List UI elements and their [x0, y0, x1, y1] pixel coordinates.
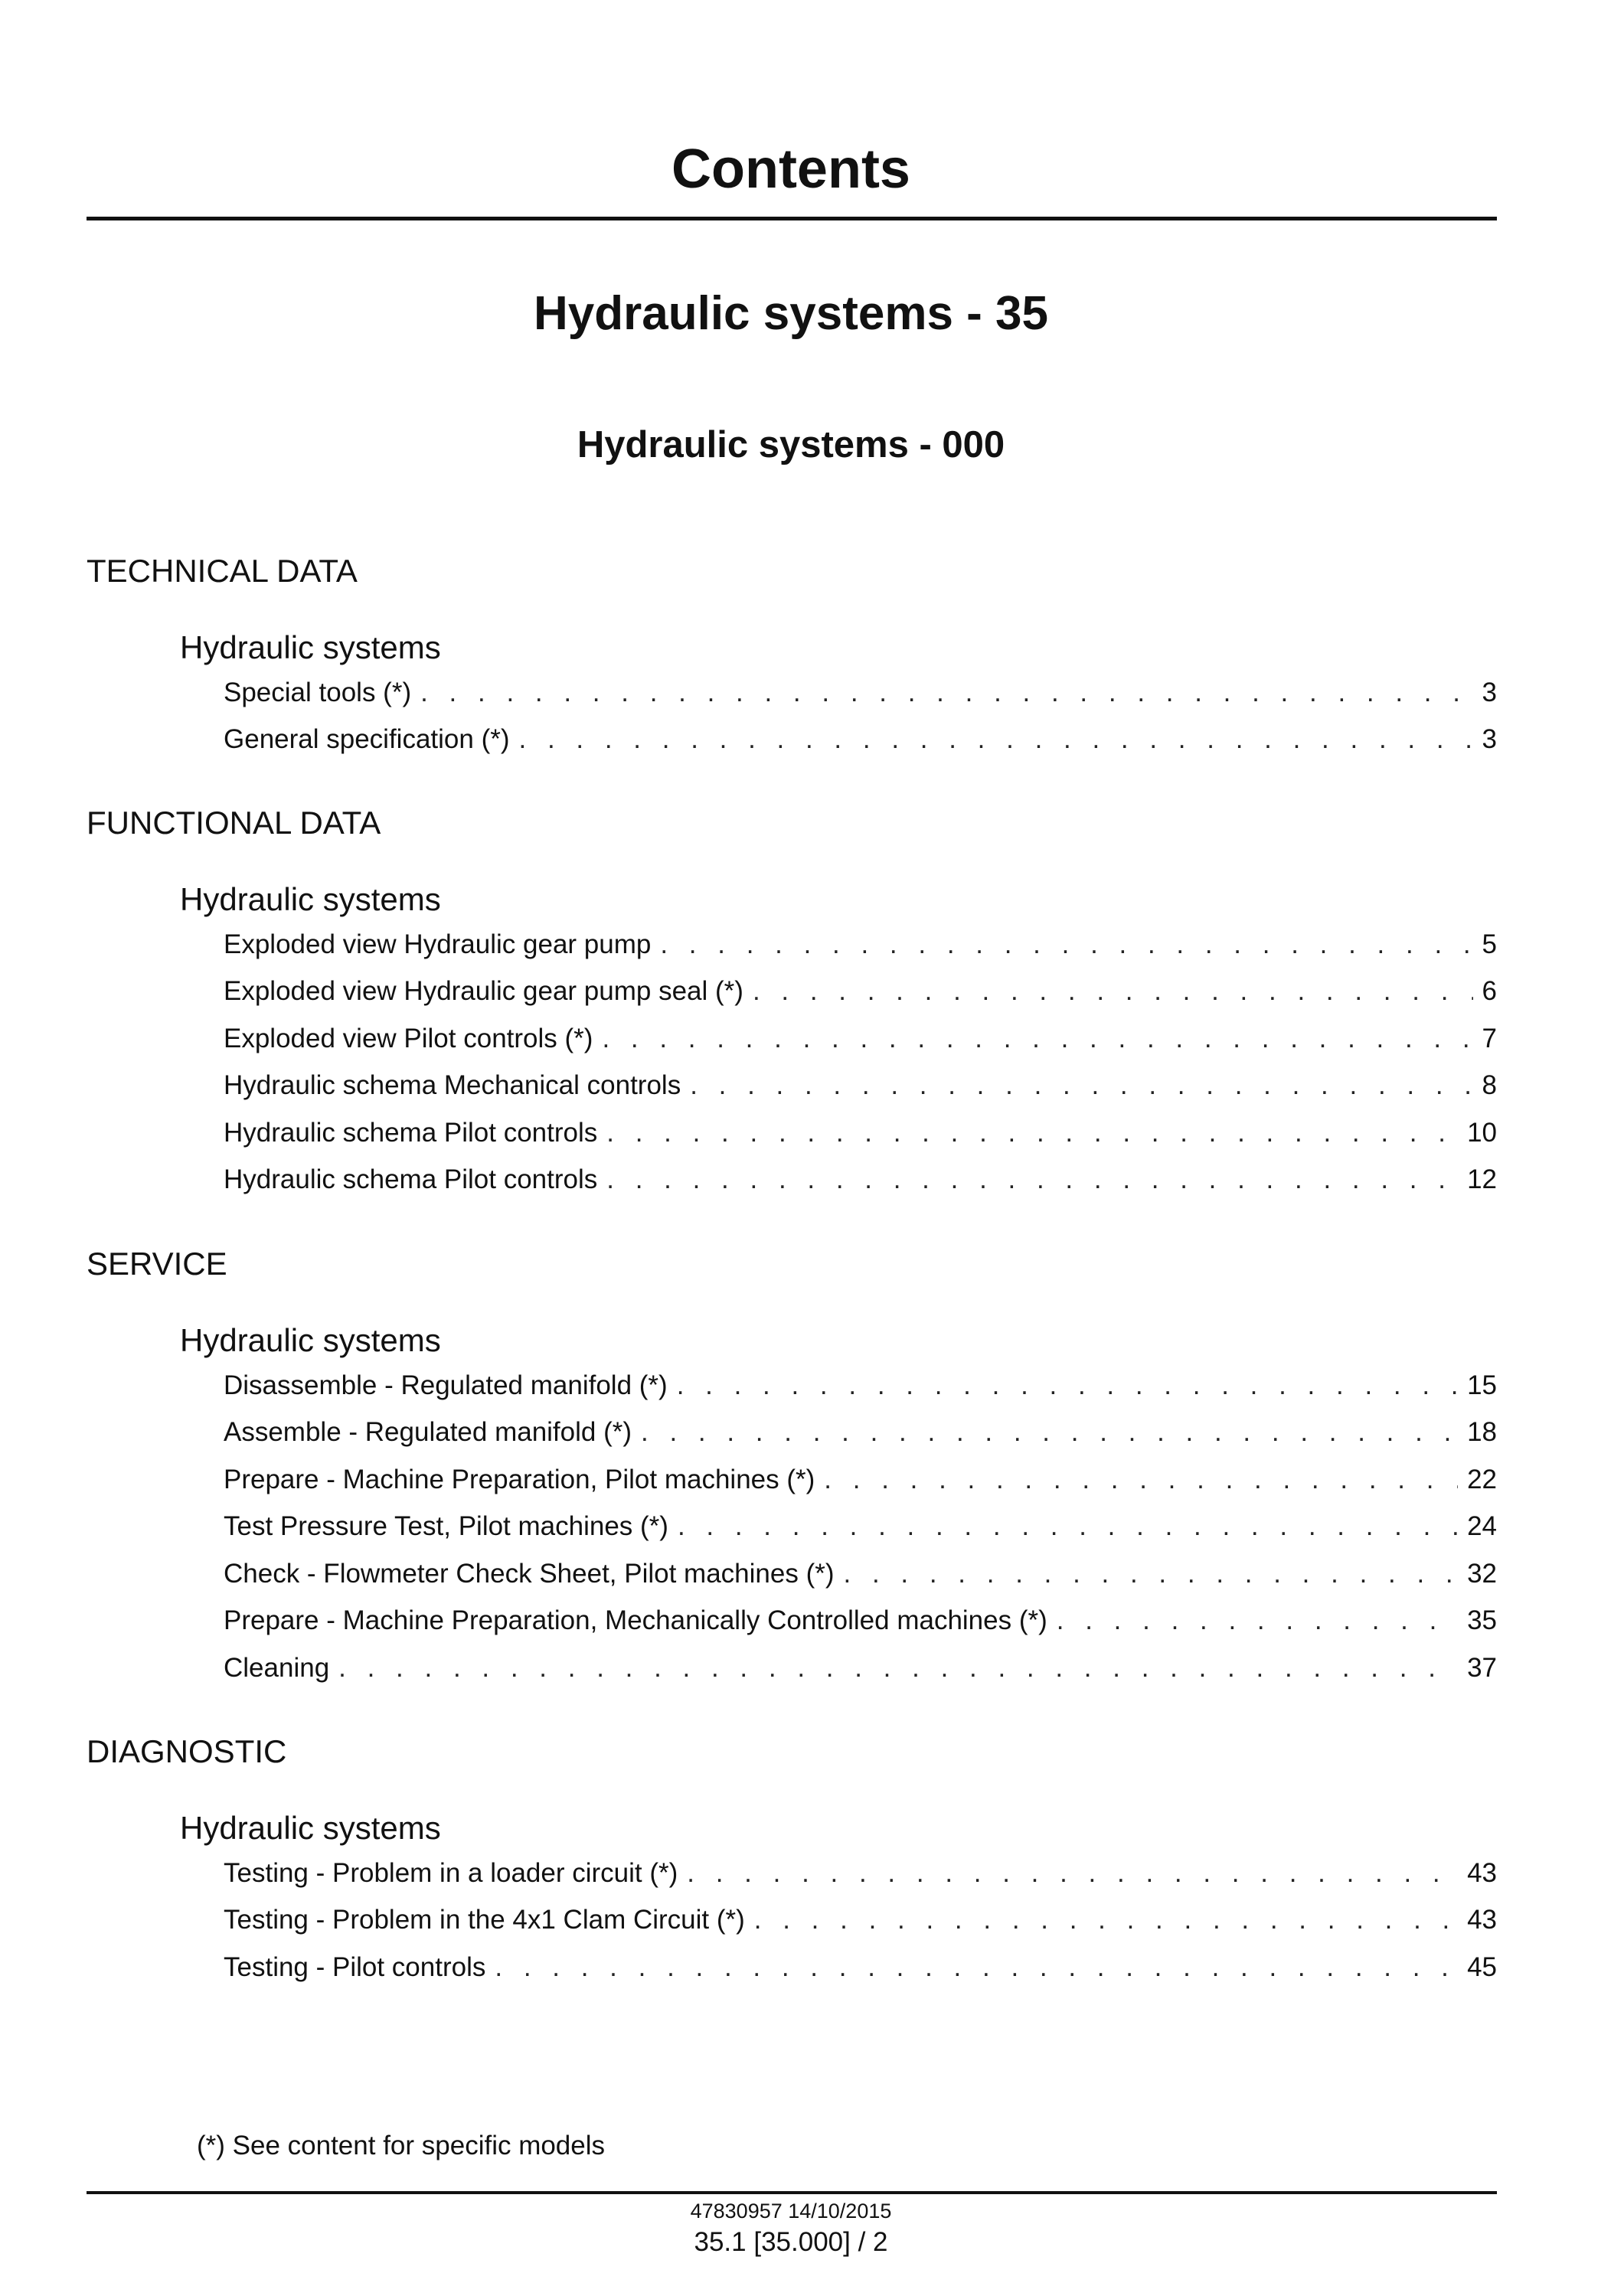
toc-entry[interactable]	[224, 1461, 1497, 1499]
dot-leader	[1057, 1602, 1458, 1640]
dot-leader	[690, 1066, 1472, 1105]
toc-entry-label: Prepare - Machine Preparation, Mechanically Controlled machines (*)	[224, 1605, 1047, 1635]
toc-entry[interactable]	[224, 1066, 1497, 1105]
toc-entry-page: 3	[1482, 724, 1497, 754]
page-title: Contents	[671, 139, 910, 200]
subsection-heading: Hydraulic systems	[180, 629, 441, 665]
toc-entry[interactable]	[224, 1020, 1497, 1058]
dot-leader	[754, 1901, 1458, 1939]
dot-leader	[687, 1854, 1458, 1893]
toc-entry-page: 35	[1467, 1605, 1497, 1635]
toc-entry-label: Testing - Pilot controls	[224, 1952, 486, 1982]
subsection-heading: Hydraulic systems	[180, 881, 441, 917]
toc-entry-label: Test Pressure Test, Pilot machines (*)	[224, 1511, 668, 1541]
chapter-title: Hydraulic systems - 35	[533, 287, 1048, 340]
toc-entry-label: Cleaning	[224, 1653, 330, 1683]
document-code: 47830957 14/10/2015	[690, 2200, 892, 2223]
toc-entry[interactable]	[224, 1161, 1497, 1199]
dot-leader	[338, 1649, 1458, 1687]
toc-entry-label: Hydraulic schema Pilot controls	[224, 1164, 598, 1194]
dot-leader	[606, 1114, 1458, 1152]
toc-entry-page: 12	[1467, 1164, 1497, 1194]
toc-entry-label: Hydraulic schema Pilot controls	[224, 1118, 598, 1148]
bottom-divider	[87, 2191, 1497, 2194]
toc-entry-label: Testing - Problem in a loader circuit (*)	[224, 1858, 678, 1888]
toc-entry-label: Exploded view Pilot controls (*)	[224, 1024, 593, 1053]
footnote: (*) See content for specific models	[197, 2131, 606, 2160]
toc-entry-label: Disassemble - Regulated manifold (*)	[224, 1370, 668, 1400]
section-heading-technical-data: TECHNICAL DATA	[87, 553, 358, 589]
toc-entry-label: Hydraulic schema Mechanical controls	[224, 1070, 681, 1100]
dot-leader	[519, 720, 1473, 759]
toc-entry[interactable]	[224, 1854, 1497, 1893]
subsection-heading: Hydraulic systems	[180, 1322, 441, 1358]
toc-entry[interactable]	[224, 1114, 1497, 1152]
toc-entry-page: 8	[1482, 1070, 1497, 1100]
toc-entry-page: 43	[1467, 1905, 1497, 1935]
toc-entry-page: 32	[1467, 1559, 1497, 1589]
toc-entry[interactable]	[224, 926, 1497, 964]
toc-entry-page: 24	[1467, 1511, 1497, 1541]
toc-entry-page: 10	[1467, 1118, 1497, 1148]
dot-leader	[641, 1413, 1458, 1452]
toc-entry-page: 22	[1467, 1465, 1497, 1494]
section-heading-diagnostic: DIAGNOSTIC	[87, 1733, 287, 1769]
section-heading-functional-data: FUNCTIONAL DATA	[87, 805, 381, 841]
toc-entry[interactable]	[224, 1649, 1497, 1687]
toc-entry-label: General specification (*)	[224, 724, 510, 754]
toc-entry[interactable]	[224, 1555, 1497, 1593]
toc-entry-page: 18	[1467, 1417, 1497, 1447]
dot-leader	[660, 926, 1472, 964]
dot-leader	[602, 1020, 1472, 1058]
dot-leader	[677, 1367, 1458, 1405]
toc-entry-page: 43	[1467, 1858, 1497, 1888]
dot-leader	[678, 1507, 1458, 1546]
section-heading-service: SERVICE	[87, 1246, 227, 1282]
toc-entry[interactable]	[224, 1507, 1497, 1546]
dot-leader	[495, 1948, 1458, 1987]
subsection-heading: Hydraulic systems	[180, 1810, 441, 1846]
dot-leader	[753, 972, 1473, 1011]
toc-entry-label: Check - Flowmeter Check Sheet, Pilot machines (*)	[224, 1559, 835, 1589]
toc-entry-label: Exploded view Hydraulic gear pump	[224, 929, 652, 959]
toc-entry-page: 45	[1467, 1952, 1497, 1982]
dot-leader	[420, 674, 1472, 712]
toc-entry[interactable]	[224, 1367, 1497, 1405]
toc-entry[interactable]	[224, 1413, 1497, 1452]
toc-entry-page: 5	[1482, 929, 1497, 959]
dot-leader	[844, 1555, 1459, 1593]
toc-entry-page: 37	[1467, 1653, 1497, 1683]
toc-entry[interactable]	[224, 674, 1497, 712]
toc-entry-label: Prepare - Machine Preparation, Pilot machines (*)	[224, 1465, 815, 1494]
group-title: Hydraulic systems - 000	[577, 424, 1005, 465]
toc-entry-label: Testing - Problem in the 4x1 Clam Circuit (*)	[224, 1905, 745, 1935]
toc-entry-label: Assemble - Regulated manifold (*)	[224, 1417, 632, 1447]
dot-leader	[824, 1461, 1458, 1499]
toc-entry-page: 15	[1467, 1370, 1497, 1400]
toc-entry[interactable]	[224, 1602, 1497, 1640]
top-divider	[87, 217, 1497, 220]
dot-leader	[606, 1161, 1458, 1199]
toc-entry-page: 7	[1482, 1024, 1497, 1053]
toc-entry-page: 6	[1482, 976, 1497, 1006]
toc-entry-label: Exploded view Hydraulic gear pump seal (*)	[224, 976, 743, 1006]
toc-entry-label: Special tools (*)	[224, 678, 412, 707]
toc-entry-page: 3	[1482, 678, 1497, 707]
page-reference: 35.1 [35.000] / 2	[694, 2227, 888, 2257]
toc-entry[interactable]	[224, 972, 1497, 1011]
toc-entry[interactable]	[224, 1901, 1497, 1939]
toc-entry[interactable]	[224, 720, 1497, 759]
toc-entry[interactable]	[224, 1948, 1497, 1987]
